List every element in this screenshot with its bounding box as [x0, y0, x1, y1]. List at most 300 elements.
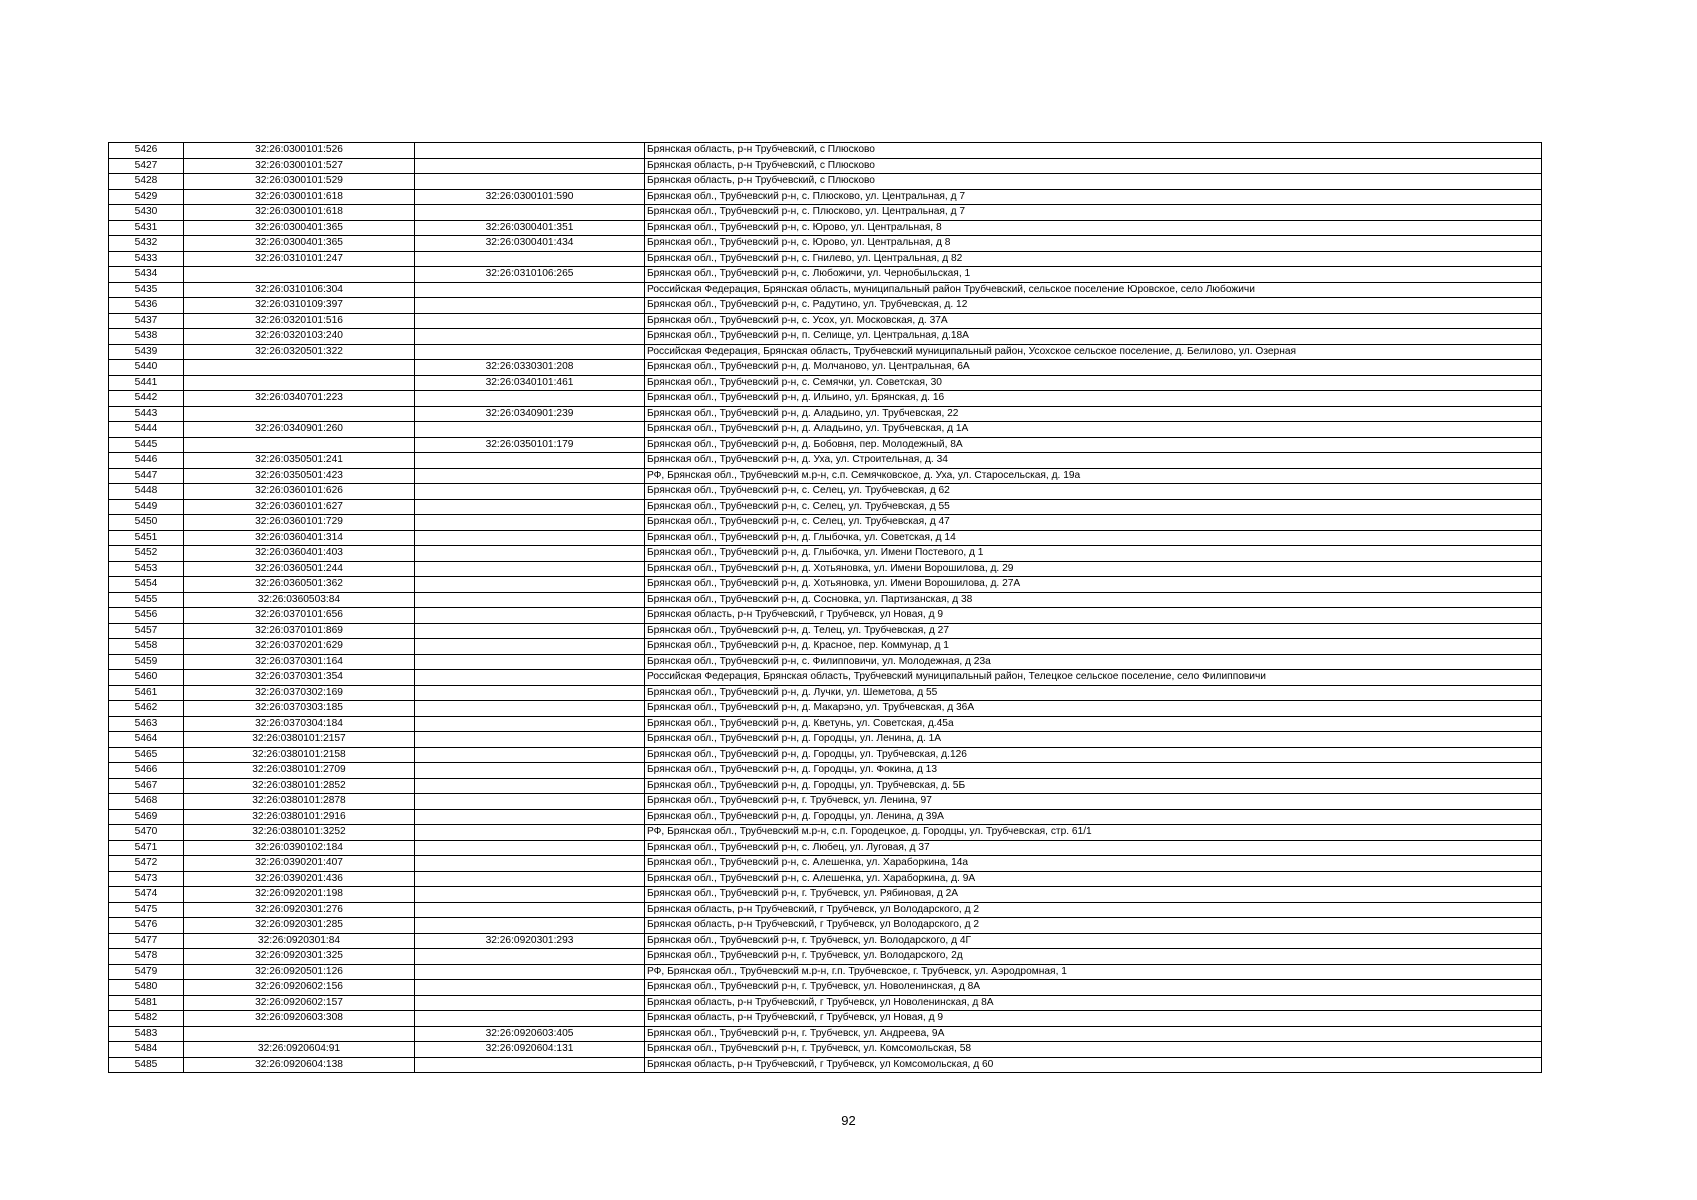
cadastral-number-cell — [184, 267, 415, 283]
address-cell: Брянская обл., Трубчевский р-н, д. Городцы, ул. Трубчевская, д.126 — [645, 747, 1542, 763]
address-cell: Брянская обл., Трубчевский р-н, д. Аладьино, ул. Трубчевская, 22 — [645, 406, 1542, 422]
related-cadastral-number-cell — [415, 391, 645, 407]
related-cadastral-number-cell — [415, 825, 645, 841]
table-row — [109, 313, 1542, 329]
related-cadastral-number-cell — [415, 918, 645, 934]
row-number-cell: 5435 — [109, 282, 184, 298]
address-cell: Российская Федерация, Брянская область, Трубчевский муниципальный район, Телецкое сельское поселение, село Филипповичи — [645, 670, 1542, 686]
cadastral-number-cell: 32:26:0300101:618 — [184, 205, 415, 221]
row-number-cell: 5469 — [109, 809, 184, 825]
table-row — [109, 763, 1542, 779]
row-number-cell: 5441 — [109, 375, 184, 391]
cadastral-number-cell: 32:26:0360503:84 — [184, 592, 415, 608]
address-cell: Брянская обл., Трубчевский р-н, д. Лучки, ул. Шеметова, д 55 — [645, 685, 1542, 701]
cadastral-number-cell: 32:26:0340901:260 — [184, 422, 415, 438]
address-cell: Брянская обл., Трубчевский р-н, с. Алешенка, ул. Хараборкина, д. 9А — [645, 871, 1542, 887]
table-row — [109, 778, 1542, 794]
row-number-cell: 5464 — [109, 732, 184, 748]
related-cadastral-number-cell — [415, 980, 645, 996]
table-row — [109, 360, 1542, 376]
row-number-cell: 5432 — [109, 236, 184, 252]
address-cell: РФ, Брянская обл., Трубчевский м.р-н, с.п. Семячковское, д. Уха, ул. Старосельская, д. 19а — [645, 468, 1542, 484]
table-row — [109, 143, 1542, 159]
row-number-cell: 5431 — [109, 220, 184, 236]
cadastral-number-cell: 32:26:0380101:2157 — [184, 732, 415, 748]
address-cell: Брянская область, р-н Трубчевский, г Трубчевск, ул Новая, д 9 — [645, 608, 1542, 624]
table-row — [109, 220, 1542, 236]
address-cell: Брянская обл., Трубчевский р-н, д. Сосновка, ул. Партизанская, д 38 — [645, 592, 1542, 608]
address-cell: Брянская область, р-н Трубчевский, с Плюсково — [645, 143, 1542, 159]
address-cell: Брянская обл., Трубчевский р-н, п. Селище, ул. Центральная, д.18А — [645, 329, 1542, 345]
address-cell: Брянская обл., Трубчевский р-н, д. Городцы, ул. Ленина, д 39А — [645, 809, 1542, 825]
address-cell: Брянская область, р-н Трубчевский, с Плюсково — [645, 158, 1542, 174]
table-row — [109, 561, 1542, 577]
address-cell: Брянская обл., Трубчевский р-н, с. Плюсково, ул. Центральная, д 7 — [645, 189, 1542, 205]
cadastral-number-cell: 32:26:0300101:526 — [184, 143, 415, 159]
cadastral-number-cell — [184, 360, 415, 376]
row-number-cell: 5437 — [109, 313, 184, 329]
row-number-cell: 5457 — [109, 623, 184, 639]
related-cadastral-number-cell — [415, 158, 645, 174]
table-row — [109, 732, 1542, 748]
table-row — [109, 422, 1542, 438]
cadastral-number-cell: 32:26:0380101:3252 — [184, 825, 415, 841]
row-number-cell: 5480 — [109, 980, 184, 996]
address-cell: Брянская обл., Трубчевский р-н, с. Любожичи, ул. Чернобыльская, 1 — [645, 267, 1542, 283]
table-row — [109, 825, 1542, 841]
row-number-cell: 5450 — [109, 515, 184, 531]
table-row — [109, 1057, 1542, 1073]
table-row — [109, 530, 1542, 546]
cadastral-number-cell: 32:26:0360501:362 — [184, 577, 415, 593]
related-cadastral-number-cell — [415, 639, 645, 655]
related-cadastral-number-cell — [415, 329, 645, 345]
related-cadastral-number-cell — [415, 174, 645, 190]
related-cadastral-number-cell: 32:26:0330301:208 — [415, 360, 645, 376]
related-cadastral-number-cell — [415, 685, 645, 701]
address-cell: Брянская обл., Трубчевский р-н, г. Трубчевск, ул. Андреева, 9А — [645, 1026, 1542, 1042]
cadastral-number-cell: 32:26:0320103:240 — [184, 329, 415, 345]
row-number-cell: 5482 — [109, 1011, 184, 1027]
address-cell: РФ, Брянская обл., Трубчевский м.р-н, с.п. Городецкое, д. Городцы, ул. Трубчевская, стр. 61/1 — [645, 825, 1542, 841]
row-number-cell: 5466 — [109, 763, 184, 779]
table-row — [109, 1042, 1542, 1058]
table-row — [109, 1026, 1542, 1042]
address-cell: Брянская обл., Трубчевский р-н, с. Плюсково, ул. Центральная, д 7 — [645, 205, 1542, 221]
related-cadastral-number-cell — [415, 1011, 645, 1027]
row-number-cell: 5470 — [109, 825, 184, 841]
row-number-cell: 5478 — [109, 949, 184, 965]
row-number-cell: 5439 — [109, 344, 184, 360]
related-cadastral-number-cell — [415, 809, 645, 825]
address-cell: Брянская обл., Трубчевский р-н, с. Юрово, ул. Центральная, д 8 — [645, 236, 1542, 252]
related-cadastral-number-cell: 32:26:0920604:131 — [415, 1042, 645, 1058]
row-number-cell: 5443 — [109, 406, 184, 422]
row-number-cell: 5434 — [109, 267, 184, 283]
related-cadastral-number-cell — [415, 499, 645, 515]
row-number-cell: 5454 — [109, 577, 184, 593]
related-cadastral-number-cell: 32:26:0340901:239 — [415, 406, 645, 422]
table-row — [109, 747, 1542, 763]
cadastral-number-cell — [184, 437, 415, 453]
cadastral-number-cell: 32:26:0370301:354 — [184, 670, 415, 686]
cadastral-number-cell — [184, 406, 415, 422]
table-row — [109, 592, 1542, 608]
related-cadastral-number-cell: 32:26:0350101:179 — [415, 437, 645, 453]
cadastral-number-cell: 32:26:0920602:156 — [184, 980, 415, 996]
related-cadastral-number-cell — [415, 313, 645, 329]
table-row — [109, 856, 1542, 872]
address-cell: Брянская обл., Трубчевский р-н, с. Селец, ул. Трубчевская, д 55 — [645, 499, 1542, 515]
cadastral-number-cell: 32:26:0920201:198 — [184, 887, 415, 903]
related-cadastral-number-cell — [415, 840, 645, 856]
cadastral-number-cell: 32:26:0350501:423 — [184, 468, 415, 484]
address-cell: Брянская область, р-н Трубчевский, г Трубчевск, ул Новоленинская, д 8А — [645, 995, 1542, 1011]
table-row — [109, 716, 1542, 732]
address-cell: Брянская обл., Трубчевский р-н, д. Уха, ул. Строительная, д. 34 — [645, 453, 1542, 469]
row-number-cell: 5446 — [109, 453, 184, 469]
row-number-cell: 5427 — [109, 158, 184, 174]
row-number-cell: 5449 — [109, 499, 184, 515]
cadastral-number-cell: 32:26:0300401:365 — [184, 236, 415, 252]
address-cell: Брянская обл., Трубчевский р-н, г. Трубчевск, ул. Володарского, 2д — [645, 949, 1542, 965]
table-row — [109, 546, 1542, 562]
address-cell: Брянская обл., Трубчевский р-н, д. Городцы, ул. Трубчевская, д. 5Б — [645, 778, 1542, 794]
cadastral-number-cell: 32:26:0390201:436 — [184, 871, 415, 887]
related-cadastral-number-cell: 32:26:0920603:405 — [415, 1026, 645, 1042]
address-cell: Брянская обл., Трубчевский р-н, г. Трубчевск, ул. Рябиновая, д 2А — [645, 887, 1542, 903]
cadastral-number-cell: 32:26:0920602:157 — [184, 995, 415, 1011]
row-number-cell: 5438 — [109, 329, 184, 345]
table-row — [109, 639, 1542, 655]
row-number-cell: 5481 — [109, 995, 184, 1011]
related-cadastral-number-cell — [415, 515, 645, 531]
related-cadastral-number-cell — [415, 592, 645, 608]
table-row — [109, 406, 1542, 422]
related-cadastral-number-cell — [415, 732, 645, 748]
address-cell: Брянская область, р-н Трубчевский, с Плюсково — [645, 174, 1542, 190]
table-row — [109, 902, 1542, 918]
row-number-cell: 5485 — [109, 1057, 184, 1073]
related-cadastral-number-cell — [415, 887, 645, 903]
row-number-cell: 5476 — [109, 918, 184, 934]
address-cell: Брянская обл., Трубчевский р-н, с. Любец, ул. Луговая, д 37 — [645, 840, 1542, 856]
cadastral-number-cell: 32:26:0390102:184 — [184, 840, 415, 856]
row-number-cell: 5475 — [109, 902, 184, 918]
address-cell: РФ, Брянская обл., Трубчевский м.р-н, г.п. Трубчевское, г. Трубчевск, ул. Аэродромная, 1 — [645, 964, 1542, 980]
table-row — [109, 933, 1542, 949]
table-row — [109, 453, 1542, 469]
address-cell: Брянская обл., Трубчевский р-н, д. Красное, пер. Коммунар, д 1 — [645, 639, 1542, 655]
table-row — [109, 685, 1542, 701]
table-row — [109, 189, 1542, 205]
row-number-cell: 5472 — [109, 856, 184, 872]
row-number-cell: 5429 — [109, 189, 184, 205]
cadastral-number-cell: 32:26:0320501:322 — [184, 344, 415, 360]
row-number-cell: 5430 — [109, 205, 184, 221]
table-row — [109, 949, 1542, 965]
address-cell: Брянская обл., Трубчевский р-н, д. Ильино, ул. Брянская, д. 16 — [645, 391, 1542, 407]
table-row — [109, 964, 1542, 980]
related-cadastral-number-cell — [415, 701, 645, 717]
related-cadastral-number-cell — [415, 530, 645, 546]
address-cell: Брянская обл., Трубчевский р-н, г. Трубчевск, ул. Новоленинская, д 8А — [645, 980, 1542, 996]
table-row — [109, 484, 1542, 500]
related-cadastral-number-cell — [415, 484, 645, 500]
address-cell: Брянская обл., Трубчевский р-н, д. Макарэно, ул. Трубчевская, д 36А — [645, 701, 1542, 717]
cadastral-number-cell: 32:26:0300101:618 — [184, 189, 415, 205]
table-row — [109, 282, 1542, 298]
table-row — [109, 375, 1542, 391]
cadastral-number-cell: 32:26:0360401:314 — [184, 530, 415, 546]
address-cell: Брянская обл., Трубчевский р-н, д. Городцы, ул. Фокина, д 13 — [645, 763, 1542, 779]
cadastral-number-cell: 32:26:0370301:164 — [184, 654, 415, 670]
table-row — [109, 158, 1542, 174]
related-cadastral-number-cell — [415, 670, 645, 686]
related-cadastral-number-cell: 32:26:0310106:265 — [415, 267, 645, 283]
cadastral-number-cell: 32:26:0310109:397 — [184, 298, 415, 314]
address-cell: Брянская обл., Трубчевский р-н, г. Трубчевск, ул. Комсомольская, 58 — [645, 1042, 1542, 1058]
row-number-cell: 5442 — [109, 391, 184, 407]
related-cadastral-number-cell — [415, 561, 645, 577]
table-row — [109, 608, 1542, 624]
row-number-cell: 5428 — [109, 174, 184, 190]
table-row — [109, 205, 1542, 221]
cadastral-number-cell: 32:26:0300101:527 — [184, 158, 415, 174]
cadastral-number-cell: 32:26:0920604:91 — [184, 1042, 415, 1058]
row-number-cell: 5462 — [109, 701, 184, 717]
related-cadastral-number-cell — [415, 902, 645, 918]
cadastral-number-cell: 32:26:0370101:656 — [184, 608, 415, 624]
address-cell: Брянская обл., Трубчевский р-н, д. Городцы, ул. Ленина, д. 1А — [645, 732, 1542, 748]
related-cadastral-number-cell — [415, 623, 645, 639]
cadastral-number-cell: 32:26:0920603:308 — [184, 1011, 415, 1027]
address-cell: Брянская обл., Трубчевский р-н, д. Телец, ул. Трубчевская, д 27 — [645, 623, 1542, 639]
cadastral-number-cell: 32:26:0920301:325 — [184, 949, 415, 965]
cadastral-number-cell: 32:26:0360101:626 — [184, 484, 415, 500]
address-cell: Брянская обл., Трубчевский р-н, д. Бобовня, пер. Молодежный, 8А — [645, 437, 1542, 453]
related-cadastral-number-cell — [415, 468, 645, 484]
related-cadastral-number-cell: 32:26:0920301:293 — [415, 933, 645, 949]
address-cell: Брянская обл., Трубчевский р-н, с. Алешенка, ул. Хараборкина, 14а — [645, 856, 1542, 872]
row-number-cell: 5479 — [109, 964, 184, 980]
row-number-cell: 5436 — [109, 298, 184, 314]
table-row — [109, 577, 1542, 593]
row-number-cell: 5473 — [109, 871, 184, 887]
address-cell: Брянская обл., Трубчевский р-н, г. Трубчевск, ул. Ленина, 97 — [645, 794, 1542, 810]
cadastral-number-cell: 32:26:0920301:285 — [184, 918, 415, 934]
related-cadastral-number-cell — [415, 856, 645, 872]
cadastral-number-cell: 32:26:0370101:869 — [184, 623, 415, 639]
address-cell: Брянская обл., Трубчевский р-н, д. Глыбочка, ул. Советская, д 14 — [645, 530, 1542, 546]
address-cell: Брянская обл., Трубчевский р-н, с. Селец, ул. Трубчевская, д 47 — [645, 515, 1542, 531]
table-row — [109, 794, 1542, 810]
related-cadastral-number-cell: 32:26:0300101:590 — [415, 189, 645, 205]
cadastral-number-cell: 32:26:0380101:2878 — [184, 794, 415, 810]
row-number-cell: 5433 — [109, 251, 184, 267]
cadastral-number-cell: 32:26:0920501:126 — [184, 964, 415, 980]
table-row — [109, 654, 1542, 670]
row-number-cell: 5474 — [109, 887, 184, 903]
cadastral-number-cell: 32:26:0300401:365 — [184, 220, 415, 236]
address-cell: Российская Федерация, Брянская область, муниципальный район Трубчевский, сельское поселение Юровское, село Любожичи — [645, 282, 1542, 298]
table-row — [109, 840, 1542, 856]
row-number-cell: 5456 — [109, 608, 184, 624]
cadastral-number-cell: 32:26:0380101:2709 — [184, 763, 415, 779]
row-number-cell: 5483 — [109, 1026, 184, 1042]
row-number-cell: 5471 — [109, 840, 184, 856]
cadastral-number-cell: 32:26:0370304:184 — [184, 716, 415, 732]
table-row — [109, 174, 1542, 190]
table-row — [109, 437, 1542, 453]
row-number-cell: 5461 — [109, 685, 184, 701]
cadastral-number-cell: 32:26:0920301:84 — [184, 933, 415, 949]
row-number-cell: 5465 — [109, 747, 184, 763]
cadastral-number-cell: 32:26:0920301:276 — [184, 902, 415, 918]
cadastral-number-cell: 32:26:0300101:529 — [184, 174, 415, 190]
related-cadastral-number-cell — [415, 422, 645, 438]
row-number-cell: 5448 — [109, 484, 184, 500]
table-row — [109, 995, 1542, 1011]
cadastral-number-cell — [184, 1026, 415, 1042]
related-cadastral-number-cell — [415, 298, 645, 314]
related-cadastral-number-cell — [415, 747, 645, 763]
row-number-cell: 5458 — [109, 639, 184, 655]
table-row — [109, 251, 1542, 267]
table-row — [109, 1011, 1542, 1027]
table-row — [109, 344, 1542, 360]
address-cell: Брянская область, р-н Трубчевский, г Трубчевск, ул Володарского, д 2 — [645, 902, 1542, 918]
cadastral-number-cell: 32:26:0360501:244 — [184, 561, 415, 577]
cadastral-number-cell: 32:26:0360401:403 — [184, 546, 415, 562]
related-cadastral-number-cell — [415, 453, 645, 469]
related-cadastral-number-cell — [415, 546, 645, 562]
table-row — [109, 623, 1542, 639]
table-row — [109, 809, 1542, 825]
address-cell: Брянская обл., Трубчевский р-н, д. Молчаново, ул. Центральная, 6А — [645, 360, 1542, 376]
address-cell: Брянская обл., Трубчевский р-н, д. Хотьяновка, ул. Имени Ворошилова, д. 27А — [645, 577, 1542, 593]
address-cell: Брянская область, р-н Трубчевский, г Трубчевск, ул Комсомольская, д 60 — [645, 1057, 1542, 1073]
table-row — [109, 670, 1542, 686]
row-number-cell: 5447 — [109, 468, 184, 484]
table-row — [109, 701, 1542, 717]
address-cell: Российская Федерация, Брянская область, Трубчевский муниципальный район, Усохское сельское поселение, д. Белилово, ул. Озерная — [645, 344, 1542, 360]
related-cadastral-number-cell — [415, 995, 645, 1011]
row-number-cell: 5451 — [109, 530, 184, 546]
row-number-cell: 5468 — [109, 794, 184, 810]
table-row — [109, 468, 1542, 484]
related-cadastral-number-cell — [415, 251, 645, 267]
related-cadastral-number-cell — [415, 577, 645, 593]
related-cadastral-number-cell — [415, 143, 645, 159]
cadastral-number-cell: 32:26:0920604:138 — [184, 1057, 415, 1073]
related-cadastral-number-cell — [415, 964, 645, 980]
related-cadastral-number-cell — [415, 716, 645, 732]
row-number-cell: 5463 — [109, 716, 184, 732]
address-cell: Брянская обл., Трубчевский р-н, с. Радутино, ул. Трубчевская, д. 12 — [645, 298, 1542, 314]
related-cadastral-number-cell: 32:26:0340101:461 — [415, 375, 645, 391]
table-row — [109, 267, 1542, 283]
cadastral-number-cell: 32:26:0380101:2158 — [184, 747, 415, 763]
related-cadastral-number-cell — [415, 871, 645, 887]
address-cell: Брянская обл., Трубчевский р-н, с. Селец, ул. Трубчевская, д 62 — [645, 484, 1542, 500]
cadastral-number-cell: 32:26:0360101:627 — [184, 499, 415, 515]
related-cadastral-number-cell — [415, 794, 645, 810]
address-cell: Брянская обл., Трубчевский р-н, д. Аладьино, ул. Трубчевская, д 1А — [645, 422, 1542, 438]
row-number-cell: 5440 — [109, 360, 184, 376]
related-cadastral-number-cell — [415, 344, 645, 360]
related-cadastral-number-cell — [415, 608, 645, 624]
data-table — [108, 142, 1542, 1073]
row-number-cell: 5477 — [109, 933, 184, 949]
related-cadastral-number-cell — [415, 763, 645, 779]
cadastral-number-cell: 32:26:0380101:2852 — [184, 778, 415, 794]
address-cell: Брянская обл., Трубчевский р-н, с. Филипповичи, ул. Молодежная, д 23а — [645, 654, 1542, 670]
cadastral-number-cell: 32:26:0320101:516 — [184, 313, 415, 329]
address-cell: Брянская область, р-н Трубчевский, г Трубчевск, ул Володарского, д 2 — [645, 918, 1542, 934]
table-row — [109, 980, 1542, 996]
cadastral-number-cell: 32:26:0370201:629 — [184, 639, 415, 655]
table-row — [109, 236, 1542, 252]
related-cadastral-number-cell — [415, 654, 645, 670]
cadastral-number-cell: 32:26:0310101:247 — [184, 251, 415, 267]
address-cell: Брянская обл., Трубчевский р-н, с. Гнилево, ул. Центральная, д 82 — [645, 251, 1542, 267]
table-row — [109, 515, 1542, 531]
cadastral-number-cell: 32:26:0310106:304 — [184, 282, 415, 298]
address-cell: Брянская обл., Трубчевский р-н, д. Глыбочка, ул. Имени Постевого, д 1 — [645, 546, 1542, 562]
cadastral-number-cell — [184, 375, 415, 391]
related-cadastral-number-cell — [415, 949, 645, 965]
cadastral-number-cell: 32:26:0370303:185 — [184, 701, 415, 717]
related-cadastral-number-cell: 32:26:0300401:351 — [415, 220, 645, 236]
related-cadastral-number-cell: 32:26:0300401:434 — [415, 236, 645, 252]
page-number: 92 — [841, 1113, 856, 1128]
table-row — [109, 499, 1542, 515]
cadastral-number-cell: 32:26:0350501:241 — [184, 453, 415, 469]
cadastral-number-cell: 32:26:0380101:2916 — [184, 809, 415, 825]
row-number-cell: 5444 — [109, 422, 184, 438]
row-number-cell: 5453 — [109, 561, 184, 577]
table-row — [109, 298, 1542, 314]
cadastral-number-cell: 32:26:0360101:729 — [184, 515, 415, 531]
table-body — [109, 143, 1542, 1073]
row-number-cell: 5455 — [109, 592, 184, 608]
row-number-cell: 5452 — [109, 546, 184, 562]
row-number-cell: 5445 — [109, 437, 184, 453]
address-cell: Брянская обл., Трубчевский р-н, д. Хотьяновка, ул. Имени Ворошилова, д. 29 — [645, 561, 1542, 577]
cadastral-number-cell: 32:26:0370302:169 — [184, 685, 415, 701]
related-cadastral-number-cell — [415, 205, 645, 221]
address-cell: Брянская обл., Трубчевский р-н, с. Усох, ул. Московская, д. 37А — [645, 313, 1542, 329]
row-number-cell: 5467 — [109, 778, 184, 794]
row-number-cell: 5459 — [109, 654, 184, 670]
row-number-cell: 5426 — [109, 143, 184, 159]
cadastral-number-cell: 32:26:0390201:407 — [184, 856, 415, 872]
related-cadastral-number-cell — [415, 282, 645, 298]
address-cell: Брянская обл., Трубчевский р-н, д. Кветунь, ул. Советская, д.45а — [645, 716, 1542, 732]
address-cell: Брянская область, р-н Трубчевский, г Трубчевск, ул Новая, д 9 — [645, 1011, 1542, 1027]
related-cadastral-number-cell — [415, 778, 645, 794]
cadastral-number-cell: 32:26:0340701:223 — [184, 391, 415, 407]
address-cell: Брянская обл., Трубчевский р-н, с. Семячки, ул. Советская, 30 — [645, 375, 1542, 391]
table-row — [109, 329, 1542, 345]
table-row — [109, 871, 1542, 887]
table-row — [109, 391, 1542, 407]
row-number-cell: 5484 — [109, 1042, 184, 1058]
address-cell: Брянская обл., Трубчевский р-н, с. Юрово, ул. Центральная, 8 — [645, 220, 1542, 236]
table-row — [109, 887, 1542, 903]
address-cell: Брянская обл., Трубчевский р-н, г. Трубчевск, ул. Володарского, д 4Г — [645, 933, 1542, 949]
